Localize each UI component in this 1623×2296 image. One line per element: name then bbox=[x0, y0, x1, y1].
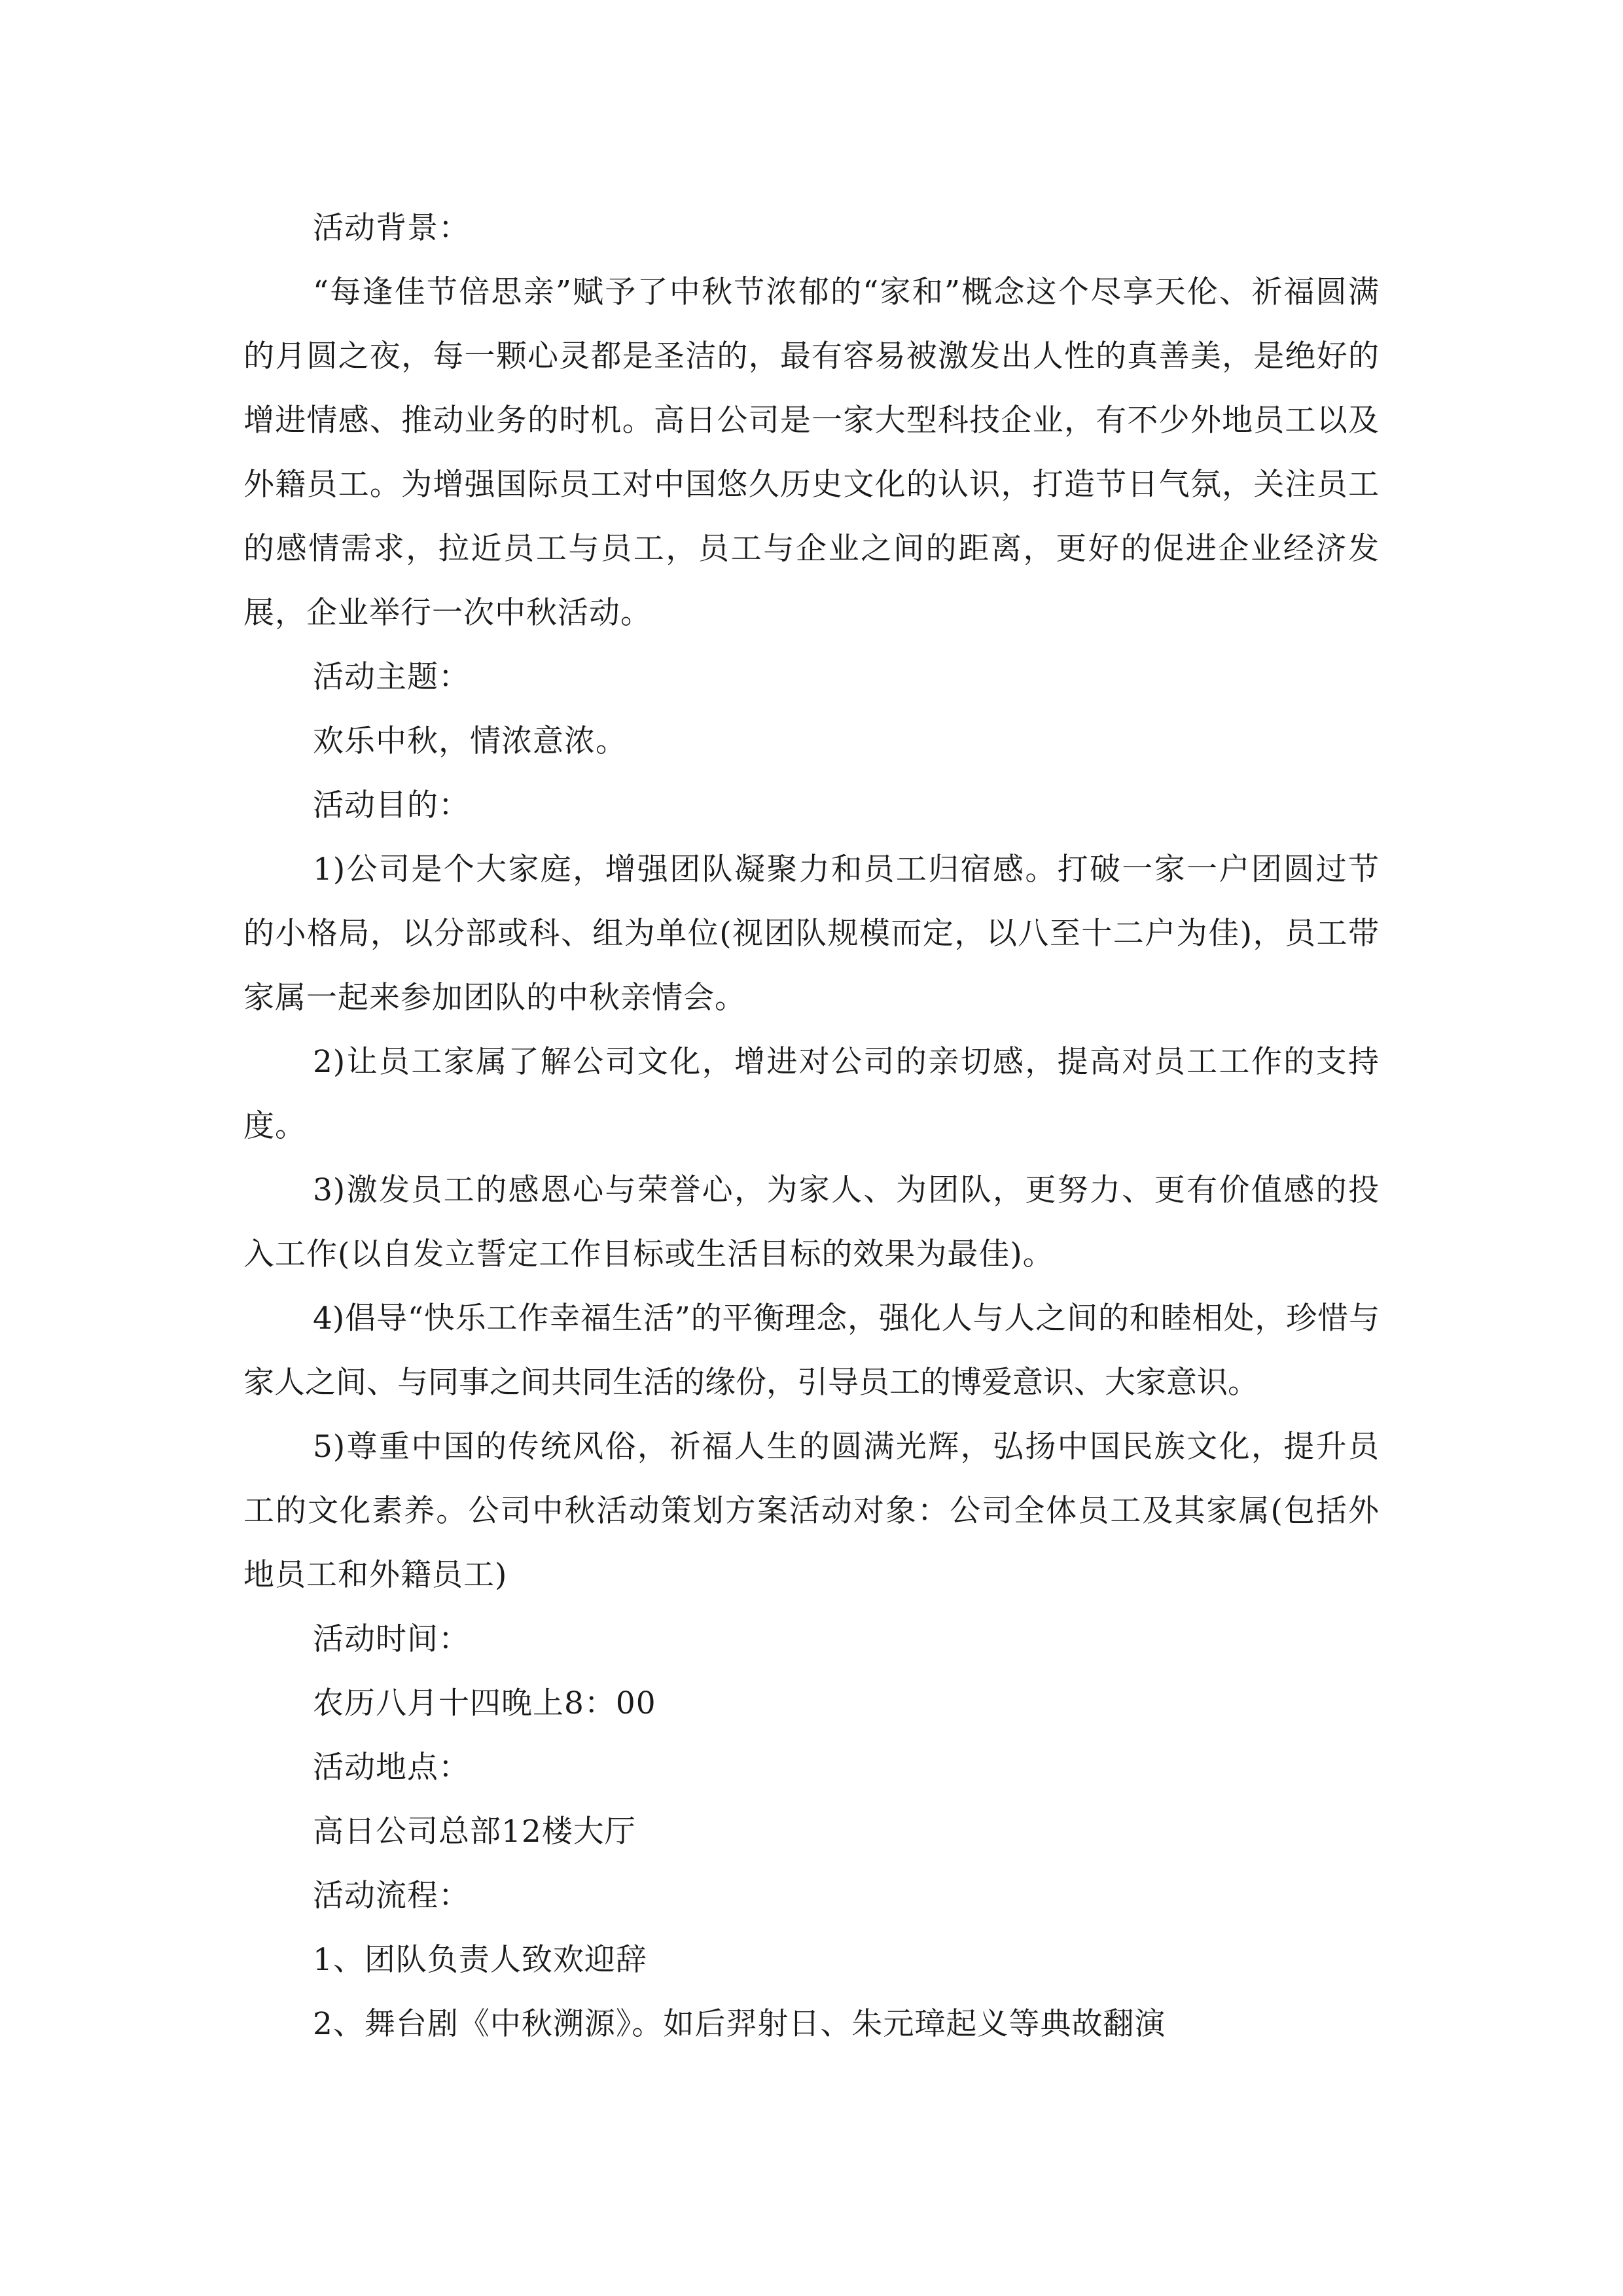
process-item-1: 1、团队负责人致欢迎辞 bbox=[313, 1942, 647, 1978]
purpose-item-1: 1)公司是个大家庭，增强团队凝聚力和员工归宿感。打破一家一户团圆过节的小格局，以分部或科、组为单位(视团队规模而定，以八至十二户为佳)，员工带家属一起来参加团队的中秋亲情会。 bbox=[243, 852, 1380, 1016]
paragraph-background: “每逢佳节倍思亲”赋予了中秋节浓郁的“家和”概念这个尽享天伦、祈福圆满的月圆之夜，每一颗心灵都是圣洁的，最有容易被激发出人性的真善美，是绝好的增进情感、推动业务的时机。高日公司是一家大型科技企业，有不少外地员工以及外籍员工。为增强国际员工对中国悠久历史文化的认识，打造节日气氛，关注员工的感情需求，拉近员工与员工，员工与企业之间的距离，更好的促进企业经济发展，企业举行一次中秋活动。 bbox=[243, 274, 1380, 631]
section-heading-process: 活动流程： bbox=[313, 1878, 470, 1914]
paragraph-time: 农历八月十四晚上8：00 bbox=[313, 1685, 656, 1721]
paragraph-location: 高日公司总部12楼大厅 bbox=[313, 1814, 636, 1850]
purpose-item-5: 5)尊重中国的传统风俗，祈福人生的圆满光辉，弘扬中国民族文化，提升员工的文化素养。公司中秋活动策划方案活动对象：公司全体员工及其家属(包括外地员工和外籍员工) bbox=[243, 1429, 1380, 1593]
section-heading-time: 活动时间： bbox=[313, 1621, 470, 1657]
section-heading-purpose: 活动目的： bbox=[313, 787, 470, 823]
document-body bbox=[243, 196, 1380, 2056]
paragraph-theme: 欢乐中秋，情浓意浓。 bbox=[313, 723, 627, 759]
section-heading-location: 活动地点： bbox=[313, 1749, 470, 1785]
section-heading-background: 活动背景： bbox=[313, 210, 470, 246]
purpose-item-3: 3)激发员工的感恩心与荣誉心，为家人、为团队，更努力、更有价值感的投入工作(以自发立誓定工作目标或生活目标的效果为最佳)。 bbox=[243, 1172, 1380, 1272]
purpose-item-2: 2)让员工家属了解公司文化，增进对公司的亲切感，提高对员工工作的支持度。 bbox=[243, 1044, 1380, 1144]
process-item-2: 2、舞台剧《中秋溯源》。如后羿射日、朱元璋起义等典故翻演 bbox=[313, 2006, 1166, 2042]
purpose-item-4: 4)倡导“快乐工作幸福生活”的平衡理念，强化人与人之间的和睦相处，珍惜与家人之间、与同事之间共同生活的缘份，引导员工的博爱意识、大家意识。 bbox=[243, 1300, 1380, 1401]
section-heading-theme: 活动主题： bbox=[313, 659, 470, 695]
